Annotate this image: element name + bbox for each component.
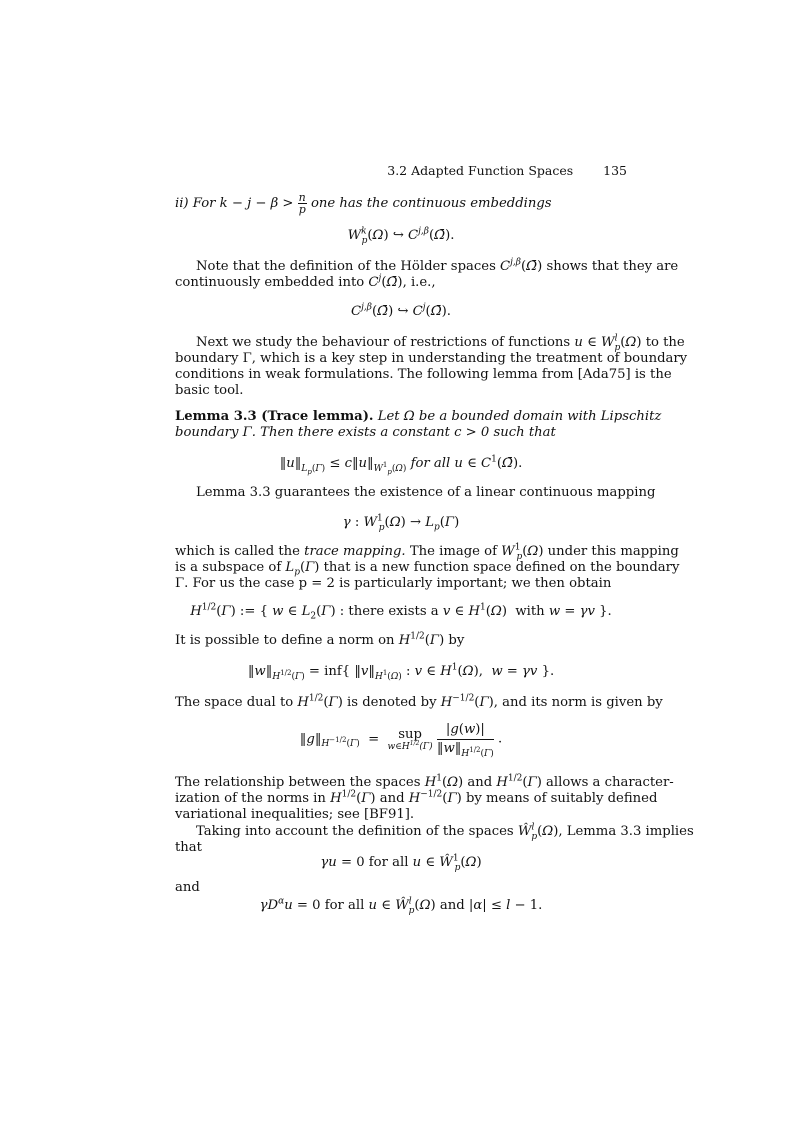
equation-gamma-derivative-zero: $\gamma D^\alpha u = 0$ for all u ∈ $Ŵ^l_p(\Omega)$ and |α| ≤ l − 1. (259, 896, 543, 916)
paragraph-restrictions-line-4: basic tool. (175, 383, 244, 398)
text: Let Ω be a bounded domain with Lipschitz (377, 409, 662, 424)
text: under this mapping (547, 544, 679, 559)
paragraph-taking-line-1: Taking into account the definition of the spaces $Ŵ^l_p(\Omega)$, Lemma 3.3 implies (196, 822, 694, 842)
text: for all (324, 898, 365, 913)
text: Note that the definition of the Hölder spaces (196, 259, 496, 274)
text: continuously embedded into (175, 275, 365, 290)
paragraph-relationship-line-1: The relationship between the spaces $H^1(\Omega)$ and $H^{1/2}(\Gamma)$ allows a character- (175, 773, 674, 790)
text: shows that they are (546, 259, 679, 274)
text: by means of suitably defined (465, 791, 658, 806)
running-header (175, 163, 627, 179)
text: which is called the (175, 544, 300, 559)
text: with (515, 604, 545, 619)
lemma-statement-line-2: boundary Γ. Then there exists a constant c > 0 such that (175, 425, 556, 440)
text: is a subspace of (175, 560, 282, 575)
and-connector: and (175, 880, 200, 895)
paragraph-restrictions-line-3: conditions in weak formulations. The following lemma from [Ada75] is the (175, 367, 672, 382)
paragraph-relationship-line-2: ization of the norms in $H^{1/2}(\Gamma)$ and $H^{-1/2}(\Gamma)$ by means of suitably defined (175, 789, 658, 806)
paragraph-trace-line-2: is a subspace of $L_p(\Gamma)$ that is a new function space defined on the boundary (175, 560, 680, 578)
paragraph-norm: It is possible to define a norm on $H^{1/2}(\Gamma)$ by (175, 631, 465, 648)
page-number: 135 (603, 163, 627, 178)
text: that is a new function space defined on the boundary (323, 560, 680, 575)
item-ii-text: one has the continuous embeddings (306, 196, 552, 211)
text: is denoted by (347, 695, 437, 710)
equation-dual-norm: $‖g‖_{H^{-1/2}(\Gamma)}$ = sup $w\in H^{1/2}(\Gamma)$ $\frac{|g(w)|}{‖w‖_{H^{1/2}(\Gamma)}}$ . (299, 722, 503, 759)
equation-trace-inequality: $‖u‖_{L_p(\Gamma)}$ ≤ $c‖u‖_{W^1_p(\Omega)}$ for all u ∈ $C^1(\Omegā)$. (279, 454, 523, 476)
text: ization of the norms in (175, 791, 326, 806)
text: , i.e., (402, 275, 436, 290)
paragraph-relationship-line-3: variational inequalities; see [BF91]. (175, 807, 415, 822)
text: allows a character- (546, 775, 674, 790)
text: The image of (409, 544, 497, 559)
paragraph-holder-line-2: continuously embedded into $C^j(\Omegā)$, i.e., (175, 273, 436, 290)
equation-h-half-norm: $‖w‖_{H^{1/2}(\Gamma)} = inf${ $‖v‖_{H^1(\Omega)}$ : v ∈ $H^1(\Omega)$, w = γv }. (247, 662, 555, 682)
text: and (467, 775, 493, 790)
paragraph-trace-line-3: Γ. For us the case p = 2 is particularly important; we then obtain (175, 576, 612, 591)
text: Next we study the behaviour of restrictions of functions (196, 335, 571, 350)
paragraph-dual: The space dual to $H^{1/2}(\Gamma)$ is denoted by $H^{-1/2}(\Gamma)$, and its norm is given by (175, 693, 663, 710)
lemma-statement-line-1 (175, 409, 662, 425)
text: for all (410, 456, 451, 471)
text: there exists a (348, 604, 439, 619)
text: to the (645, 335, 685, 350)
text: Taking into account the definition of the spaces (196, 824, 514, 839)
paragraph-guarantees: Lemma 3.3 guarantees the existence of a linear continuous mapping (196, 485, 656, 500)
text: by (448, 633, 465, 648)
text: and (439, 898, 465, 913)
text: for all (368, 855, 409, 870)
item-ii-lead: ii) For (175, 196, 220, 211)
lemma-title: Lemma 3.3 (Trace lemma). (175, 409, 374, 424)
equation-embedding-1: $W^k_p(\Omega)$ ↪ $C^{j,\beta}(\Omegā)$. (347, 226, 455, 246)
text: It is possible to define a norm on (175, 633, 395, 648)
paragraph-holder-line-1: Note that the definition of the Hölder spaces $C^{j,\beta}(\Omegā)$ shows that they are (196, 257, 679, 274)
text: trace mapping. (304, 544, 406, 559)
section-title: 3.2 Adapted Function Spaces (387, 163, 574, 178)
equation-trace-mapping: γ : $W^1_p(\Omega) \to L_p(\Gamma)$ (342, 513, 460, 533)
equation-embedding-2: $C^{j,\beta}(\Omegā)$ ↪ $C^j(\Omegā)$. (351, 302, 451, 319)
paragraph-restrictions-line-1: Next we study the behaviour of restrictions of functions u ∈ $W^l_p(\Omega)$ to the (196, 333, 685, 353)
paragraph-trace-line-1: which is called the trace mapping. The image of $W^1_p(\Omega)$ under this mapping (175, 542, 679, 562)
text: The space dual to (175, 695, 294, 710)
equation-h-half-definition: $H^{1/2}(\Gamma)$ := { w ∈ $L_2(\Gamma)$ : there exists a v ∈ $H^1(\Omega)$ with w = γv }. (190, 602, 612, 622)
equation-gamma-u-zero: γu = 0 for all u ∈ $Ŵ^1_p(\Omega)$ (320, 853, 482, 873)
text: , and its norm is given by (493, 695, 663, 710)
text: , Lemma 3.3 implies (558, 824, 694, 839)
sup-operator: sup (398, 726, 422, 742)
paragraph-restrictions-line-2: boundary Γ, which is a key step in understanding the treatment of boundary (175, 351, 688, 366)
item-ii: ii) For k − j − β > $\frac{n}{p}$ one has the continuous embeddings (175, 191, 552, 216)
paragraph-taking-line-2: that (175, 840, 202, 855)
text: The relationship between the spaces (175, 775, 421, 790)
